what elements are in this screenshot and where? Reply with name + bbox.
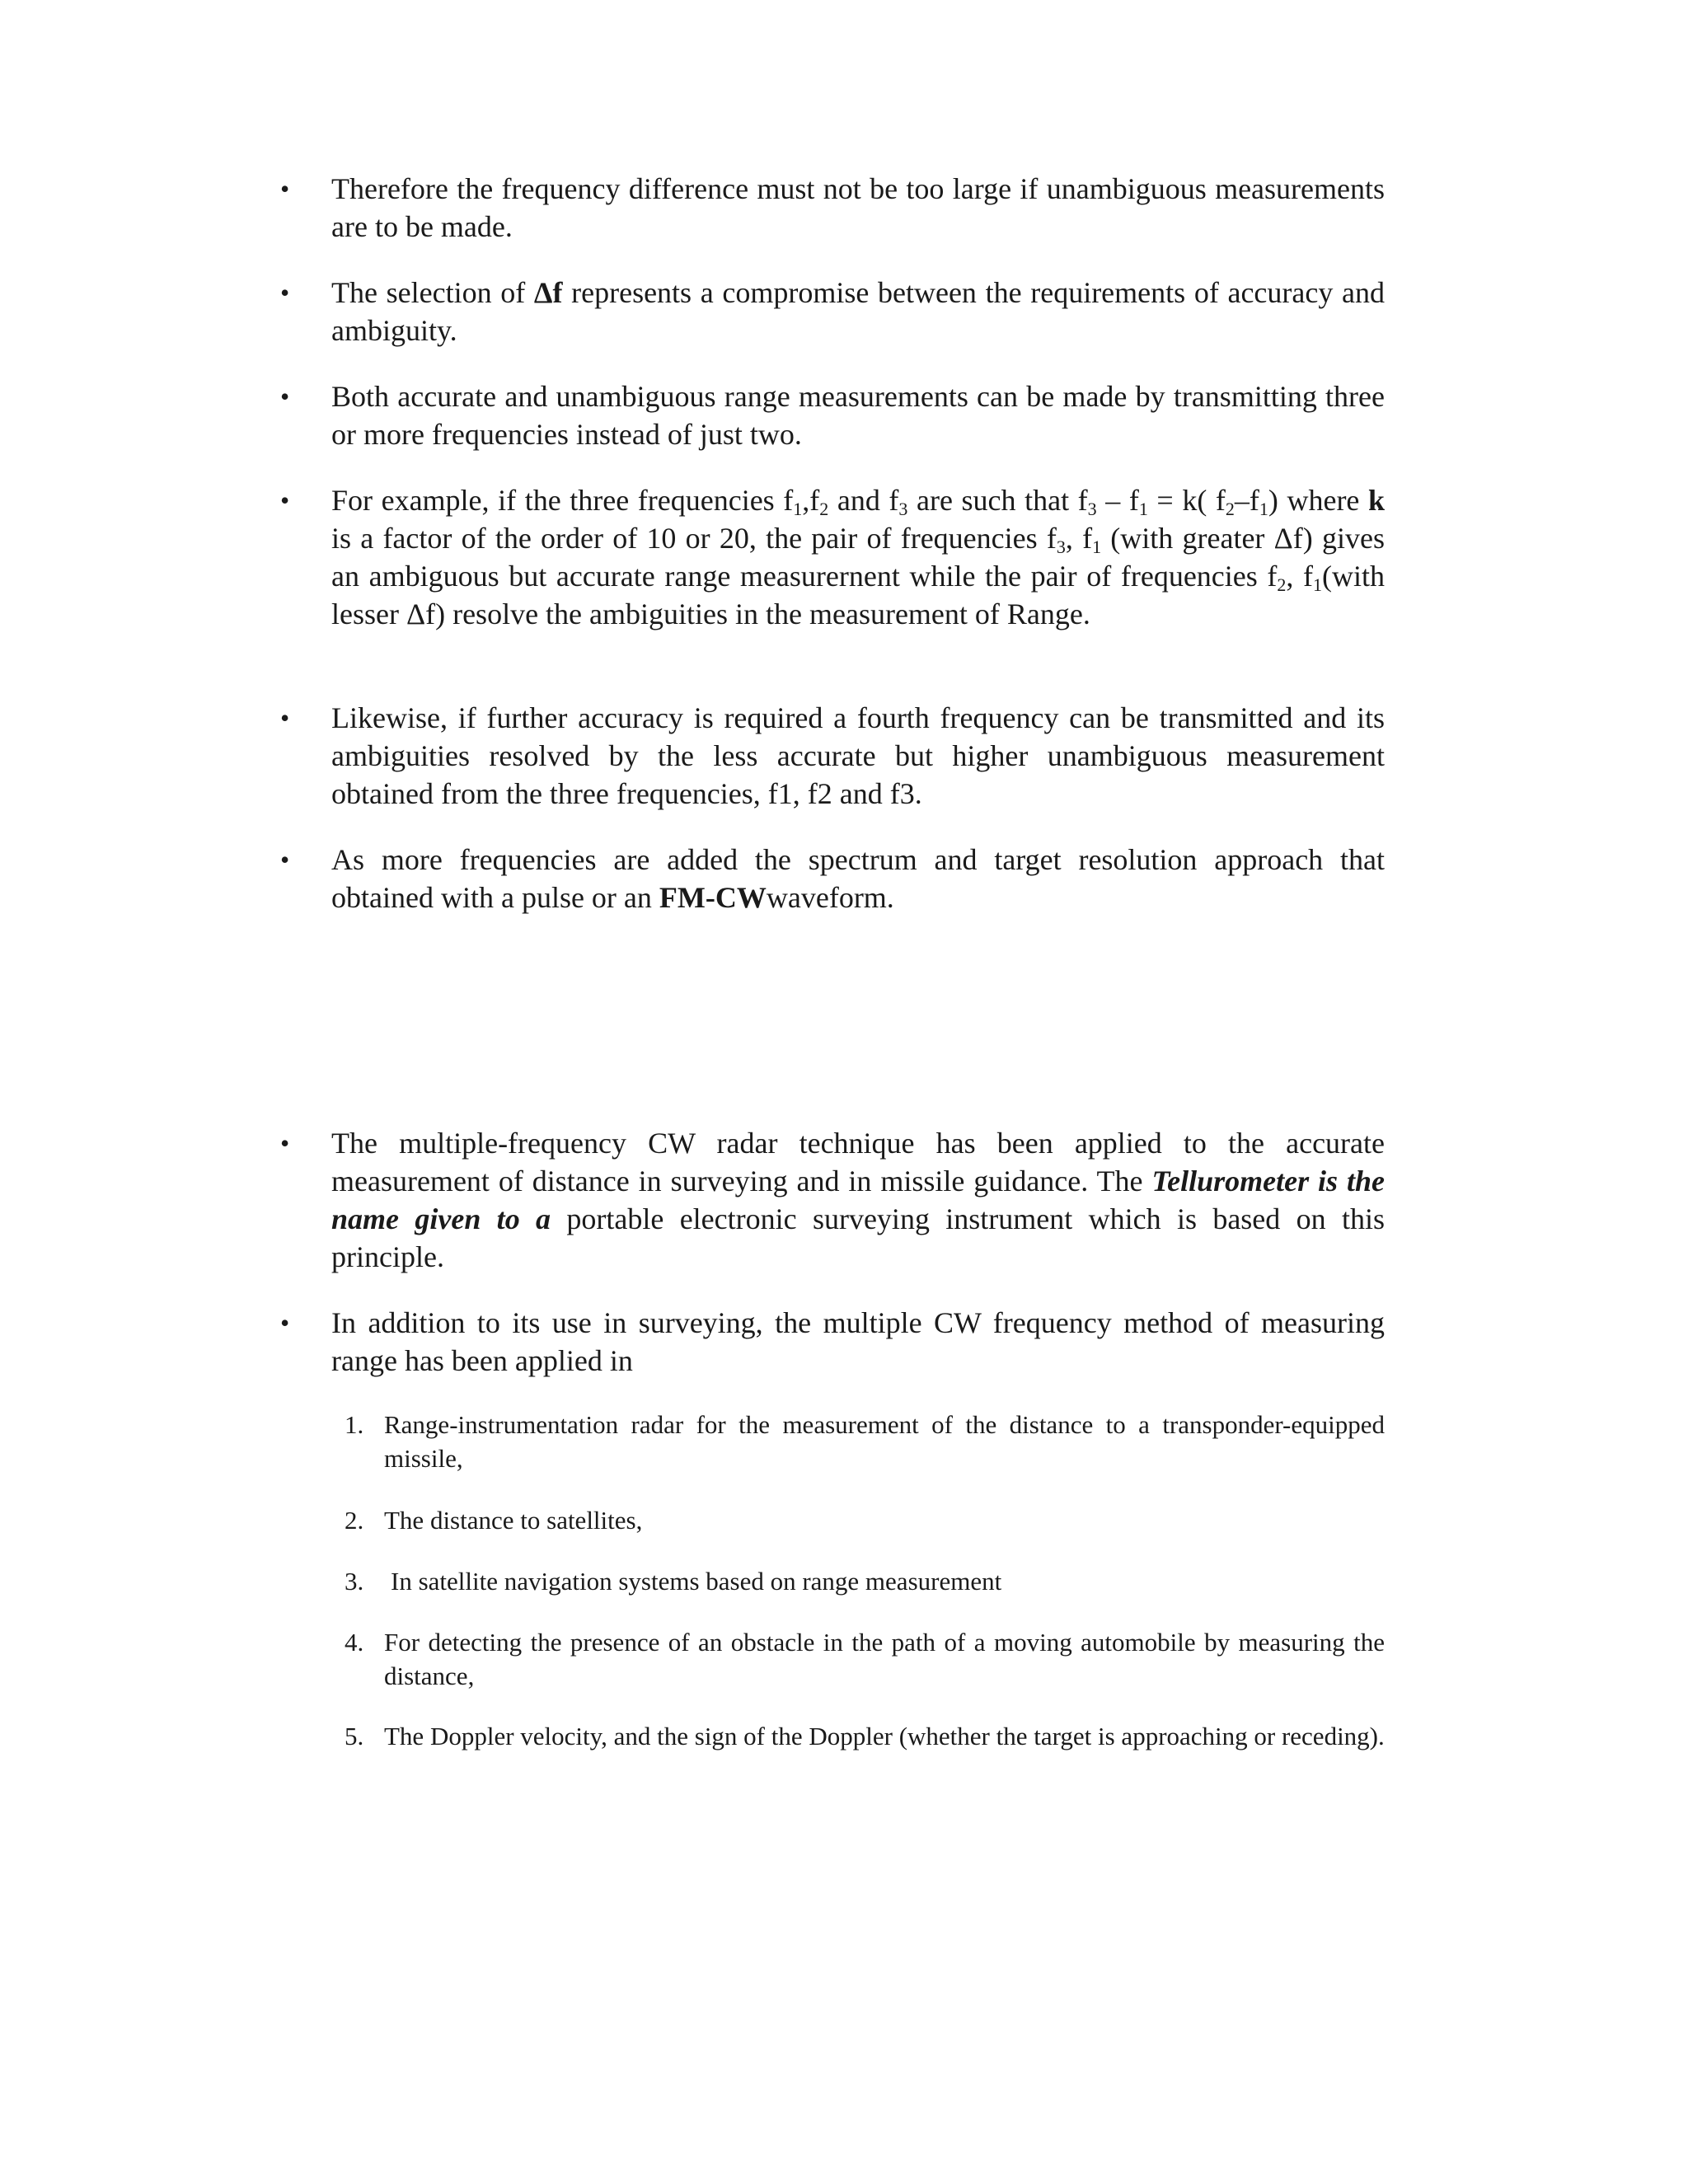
bold-text: FM-CW [659,881,767,914]
bullet-symbol: • [280,845,290,874]
text-run: The selection of [331,276,534,309]
bullet-text [331,1304,1385,1380]
bullet-symbol: • [280,1308,290,1338]
bullet-symbol: • [280,278,290,307]
bullet-symbol: • [280,1128,290,1158]
item-number: 1. [345,1410,364,1439]
text-run: = k( f [1147,484,1226,517]
subscript: 3 [898,499,908,519]
text-run: portable electronic surveying instrument which is based on this principle. [331,1202,1386,1273]
text-run: and f [828,484,899,517]
bullet-text [331,481,1385,633]
emphasis-text: Tellurometer is the name given to a [331,1165,1386,1235]
bullet-text [331,699,1385,813]
bullet-symbol: • [280,174,290,204]
subscript: 2 [819,499,829,519]
item-number: 3. [345,1567,364,1596]
text-run: , f [1286,560,1313,593]
text-run: Both accurate and unambiguous range measurements can be made by transmitting three or more frequencies instead of just two. [331,380,1385,451]
bullet-text [331,1124,1385,1276]
bullet-symbol: • [280,382,290,411]
bold-text: Δf [533,276,563,309]
subscript: 2 [1225,499,1235,519]
text-run: ,f [802,484,820,517]
subscript: 2 [1277,574,1287,595]
text-run: are such that f [907,484,1088,517]
bullet-text [331,274,1385,349]
bullet-text [331,841,1385,916]
bullet-text [331,170,1385,246]
text-run: – f [1096,484,1139,517]
item-text: The distance to satellites, [384,1506,643,1535]
text-run: (with lesser Δf) resolve the ambiguities in the measurement of Range. [331,560,1385,630]
item-text: For detecting the presence of an obstacle in the path of a moving automobile by measuring the distance, [384,1628,1385,1690]
text-run: For example, if the three frequencies f [331,484,794,517]
subscript: 1 [1313,574,1322,595]
bullet-text [331,377,1385,453]
bullet-symbol: • [280,703,290,733]
text-run: (with greater Δf) gives an ambiguous but accurate range measurernent while the pair of frequencies f [331,522,1385,593]
item-number: 4. [345,1628,364,1657]
text-run: is a factor of the order of 10 or 20, the pair of frequencies f [331,522,1057,555]
item-text: In satellite navigation systems based on range measurement [391,1567,1002,1596]
text-run: ) where [1268,484,1368,517]
text-run: waveform. [766,881,894,914]
subscript: 1 [793,499,803,519]
text-run: –f [1234,484,1259,517]
text-run: As more frequencies are added the spectrum and target resolution approach that obtained with a pulse or an [331,843,1385,914]
item-number: 2. [345,1506,364,1535]
bold-text: k [1368,484,1386,517]
text-run: The multiple-frequency CW radar technique has been applied to the accurate measurement of distance in surveying and in missile guidance. The [331,1127,1385,1197]
subscript: 1 [1259,499,1268,519]
subscript: 1 [1092,537,1102,557]
subscript: 3 [1087,499,1097,519]
item-text: The Doppler velocity, and the sign of the Doppler (whether the target is approaching or receding). [384,1722,1385,1750]
text-run: , f [1065,522,1093,555]
subscript: 3 [1056,537,1066,557]
text-run: represents a compromise between the requirements of accuracy and ambiguity. [331,276,1385,347]
text-run: Likewise, if further accuracy is required a fourth frequency can be transmitted and its ambiguities resolved by the less accurate but higher unambiguous measurement obtained from the three frequencies, f1, f2 and f3. [331,701,1385,810]
text-run: Therefore the frequency difference must not be too large if unambiguous measurements are to be made. [331,172,1385,243]
text-run: In addition to its use in surveying, the multiple CW frequency method of measuring range has been applied in [331,1306,1385,1377]
item-number: 5. [345,1722,364,1750]
subscript: 1 [1138,499,1148,519]
item-text: Range-instrumentation radar for the measurement of the distance to a transponder-equipped missile, [384,1410,1385,1473]
bullet-symbol: • [280,485,290,515]
